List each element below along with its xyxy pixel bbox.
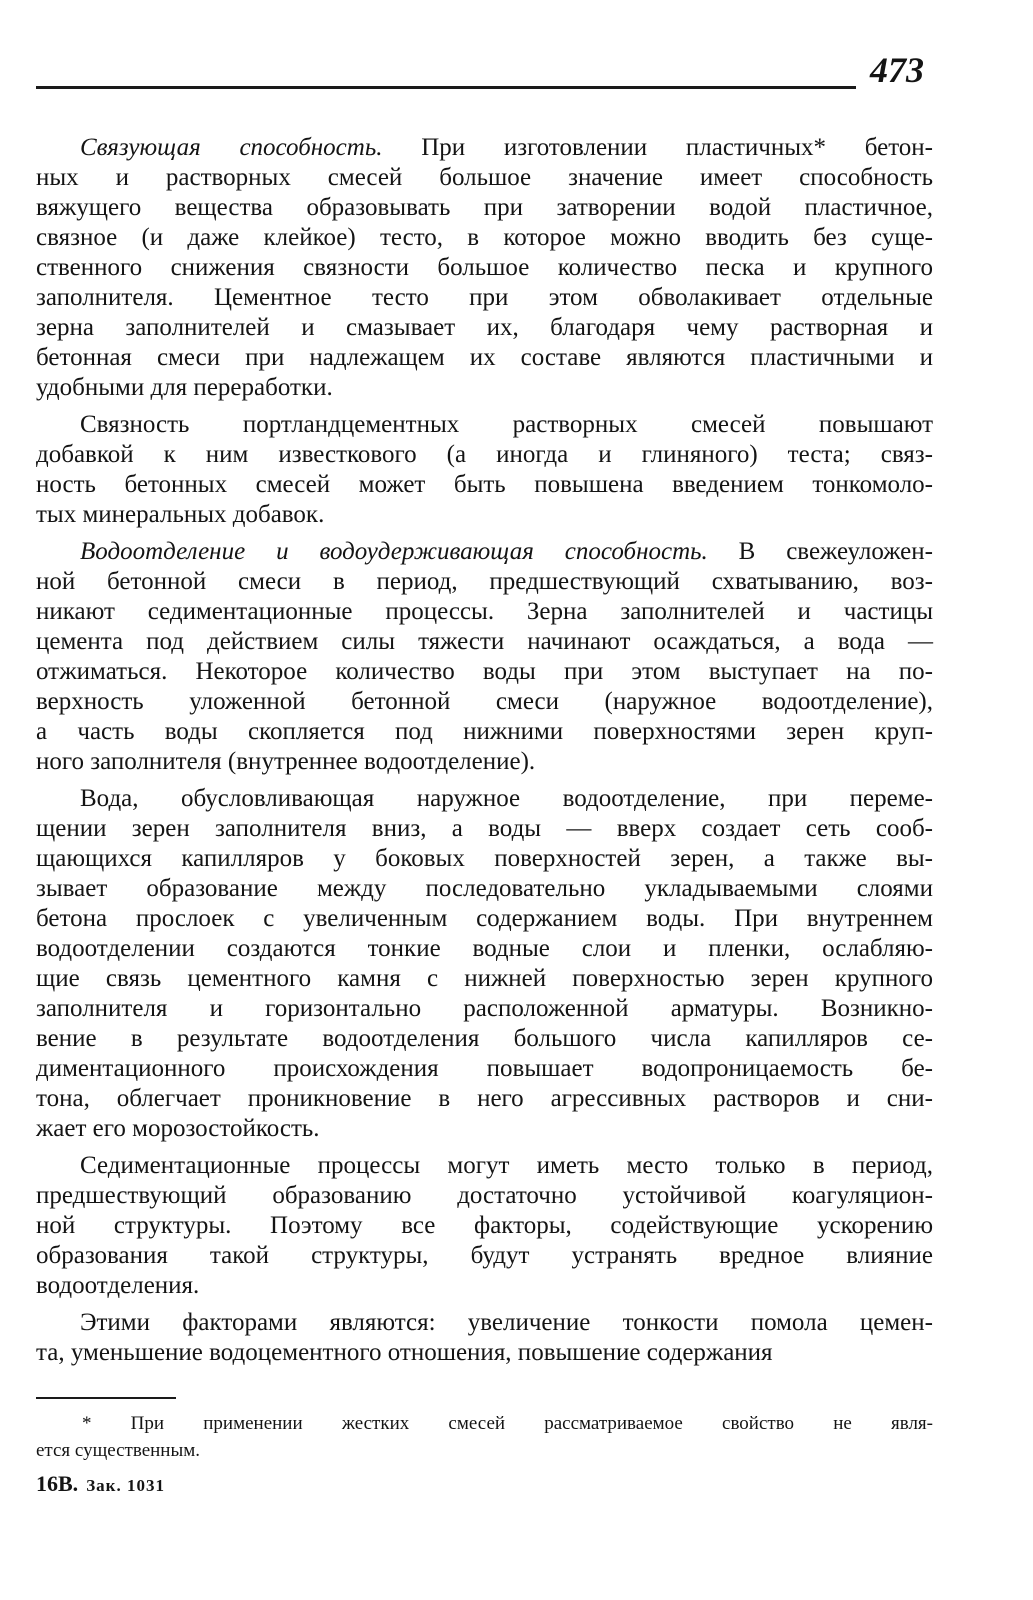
line-text: а часть воды скопляется под нижними поверхностями зерен круп- (36, 718, 933, 745)
text-line (36, 537, 933, 567)
line-text: тона, облегчает проникновение в него агрессивных растворов и сни- (36, 1085, 933, 1112)
line-text: удобными для переработки. (36, 374, 333, 401)
text-line (36, 133, 933, 163)
text-line (36, 747, 933, 777)
line-text: зерна заполнителей и смазывает их, благодаря чему растворная и (36, 314, 933, 341)
text-line (36, 1114, 933, 1144)
text-line (36, 814, 933, 844)
text-line (36, 717, 933, 747)
line-text: связное (и даже клейкое) тесто, в которое можно вводить без суще- (36, 224, 933, 251)
text-line (36, 1271, 933, 1301)
text-line (36, 283, 933, 313)
line-text: ного заполнителя (внутреннее водоотделение). (36, 748, 536, 775)
line-text: бетонная смеси при надлежащем их составе являются пластичными и (36, 344, 933, 371)
header-rule (36, 86, 856, 89)
text-line (36, 934, 933, 964)
line-text: щении зерен заполнителя вниз, а воды — вверх создает сеть сооб- (36, 815, 933, 842)
line-text: та, уменьшение водоцементного отношения, повышение содержания (36, 1339, 773, 1366)
text-line (36, 163, 933, 193)
paragraph (36, 1308, 933, 1368)
text-line (36, 343, 933, 373)
line-text: водоотделении создаются тонкие водные слои и пленки, ослабляю- (36, 935, 933, 962)
line-text: отжиматься. Некоторое количество воды при этом выступает на по- (36, 658, 933, 685)
text-line (36, 193, 933, 223)
line-text: ственного снижения связности большое количество песка и крупного (36, 254, 933, 281)
paragraph (36, 537, 933, 777)
sheet-signature: 16В. (36, 1471, 79, 1496)
line-text: цемента под действием силы тяжести начинают осаждаться, а вода — (36, 628, 933, 655)
line-text: Седиментационные процессы могут иметь место только в период, (80, 1152, 933, 1179)
text-line (36, 687, 933, 717)
text-line (36, 627, 933, 657)
line-text: верхность уложенной бетонной смеси (наружное водоотделение), (36, 688, 933, 715)
paragraph (36, 1151, 933, 1301)
paragraph (36, 410, 933, 530)
body-text (36, 133, 933, 1368)
line-text: ность бетонных смесей может быть повышена введением тонкомоло- (36, 471, 933, 498)
page-number: 473 (870, 50, 924, 90)
text-line (36, 1084, 933, 1114)
line-text: щающихся капилляров у боковых поверхностей зерен, а также вы- (36, 845, 933, 872)
line-text: бетона прослоек с увеличенным содержанием воды. При внутреннем (36, 905, 933, 932)
text-line (36, 1308, 933, 1338)
line-text: щие связь цементного камня с нижней поверхностью зерен крупного (36, 965, 933, 992)
line-text: ных и растворных смесей большое значение имеет способность (36, 164, 933, 191)
text-line (36, 470, 933, 500)
footnote-rule (36, 1397, 176, 1399)
line-text: вение в результате водоотделения большого числа капилляров се- (36, 1025, 933, 1052)
section-heading: Водоотделение и водоудерживающая способность. (80, 538, 708, 565)
text-line (36, 440, 933, 470)
text-line (36, 1181, 933, 1211)
order-number: Зак. 1031 (86, 1476, 165, 1495)
line-text: Связность портландцементных растворных смесей повышают (80, 411, 933, 438)
text-line (36, 1054, 933, 1084)
text-line (36, 567, 933, 597)
line-text: В свежеуложен- (707, 538, 933, 565)
text-line (36, 964, 933, 994)
text-line (36, 373, 933, 403)
text-line (36, 253, 933, 283)
text-line (36, 1241, 933, 1271)
text-line (36, 223, 933, 253)
line-text: Вода, обусловливающая наружное водоотделение, при переме- (80, 785, 933, 812)
text-line (36, 874, 933, 904)
line-text: заполнителя. Цементное тесто при этом обволакивает отдельные (36, 284, 933, 311)
line-text: зывает образование между последовательно укладываемыми слоями (36, 875, 933, 902)
section-heading: Связующая способность. (80, 134, 383, 161)
line-text: предшествующий образованию достаточно устойчивой коагуляцион- (36, 1182, 933, 1209)
text-line (36, 1338, 933, 1368)
footnote (36, 1410, 933, 1464)
footnote-line: * При применении жестких смесей рассматриваемое свойство не явля- (82, 1413, 933, 1434)
line-text: заполнителя и горизонтально расположенной арматуры. Возникно- (36, 995, 933, 1022)
text-line (36, 1151, 933, 1181)
text-line (36, 410, 933, 440)
text-line (36, 994, 933, 1024)
text-line (36, 500, 933, 530)
footnote-line: ется существенным. (36, 1440, 201, 1461)
line-text: ной структуры. Поэтому все факторы, содействующие ускорению (36, 1212, 933, 1239)
line-text: водоотделения. (36, 1272, 200, 1299)
line-text: При изготовлении пластичных* бетон- (382, 134, 934, 161)
text-line (36, 1211, 933, 1241)
text-line (36, 597, 933, 627)
paragraph (36, 784, 933, 1144)
line-text: жает его морозостойкость. (36, 1115, 320, 1142)
line-text: Этими факторами являются: увеличение тонкости помола цемен- (80, 1309, 933, 1336)
line-text: ной бетонной смеси в период, предшествующий схватыванию, воз- (36, 568, 933, 595)
line-text: диментационного происхождения повышает водопроницаемость бе- (36, 1055, 933, 1082)
text-line (36, 313, 933, 343)
line-text: никают седиментационные процессы. Зерна заполнителей и частицы (36, 598, 933, 625)
text-line (36, 904, 933, 934)
paragraph (36, 133, 933, 403)
line-text: добавкой к ним известкового (а иногда и глиняного) теста; связ- (36, 441, 933, 468)
text-line (36, 1024, 933, 1054)
text-line (36, 844, 933, 874)
line-text: образования такой структуры, будут устранять вредное влияние (36, 1242, 933, 1269)
text-line (36, 784, 933, 814)
printer-signature (36, 1470, 165, 1500)
text-line (36, 657, 933, 687)
line-text: вяжущего вещества образовывать при затворении водой пластичное, (36, 194, 933, 221)
line-text: тых минеральных добавок. (36, 501, 325, 528)
